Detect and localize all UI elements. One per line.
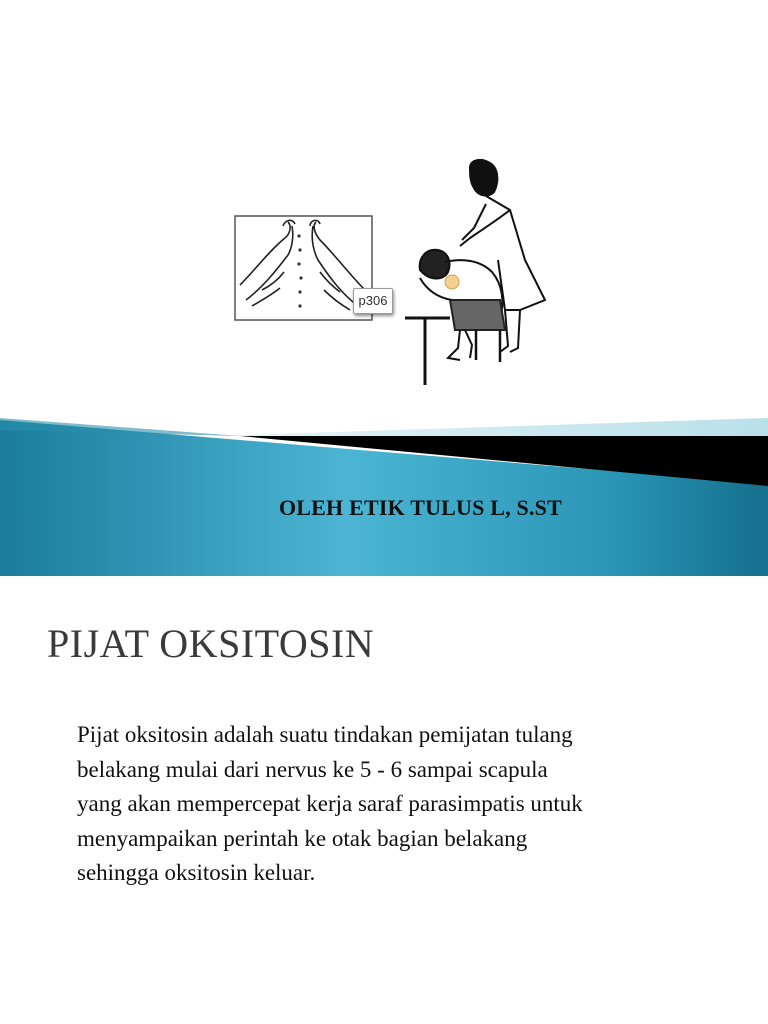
image-tag-label: p306 — [353, 288, 393, 314]
body-line: sehingga oksitosin keluar. — [77, 860, 316, 885]
body-line: yang akan mempercepat kerja saraf parasimpatis untuk — [77, 791, 583, 816]
hands-massaging-spine-icon — [235, 216, 372, 320]
author-text: OLEH ETIK TULUS L, S.ST — [279, 495, 562, 520]
body-line: Pijat oksitosin adalah suatu tindakan pemijatan tulang — [77, 722, 573, 747]
slide-heading: PIJAT OKSITOSIN — [47, 621, 375, 666]
woman-receiving-back-massage-icon — [405, 160, 545, 385]
slide-body-paragraph — [77, 718, 727, 891]
body-line: menyampaikan perintah ke otak bagian belakang — [77, 825, 528, 851]
body-line: belakang mulai dari nervus ke 5 - 6 sampai scapula — [77, 756, 548, 782]
